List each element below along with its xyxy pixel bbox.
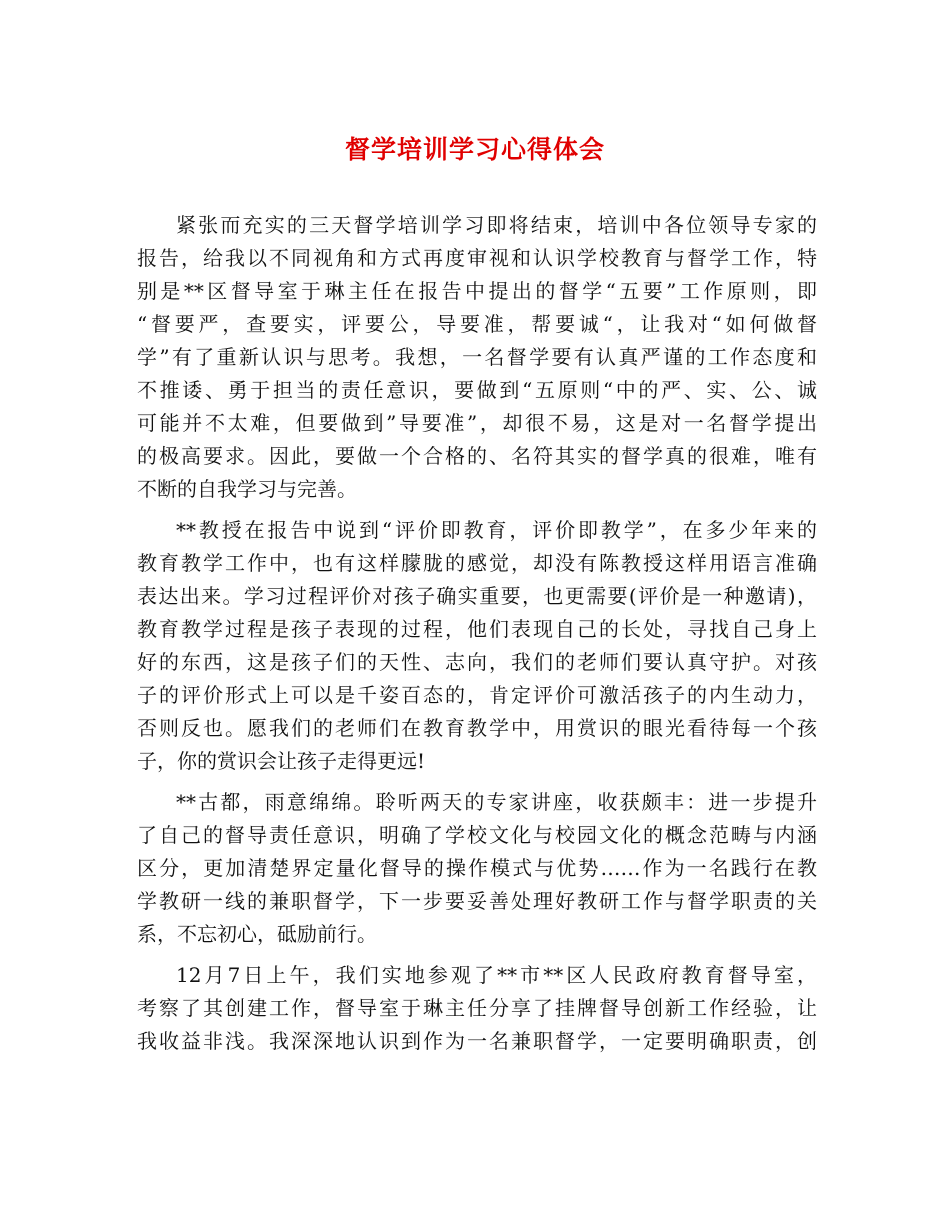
body-line: 报告，给我以不同视角和方式再度审视和认识学校教育与督学工作，特 [137, 246, 817, 270]
body-line: 可能并不太难，但要做到”导要准”，却很不易，这是对一名督学提出 [137, 411, 817, 435]
body-line: 12月7日上午，我们实地参观了**市**区人民政府教育督导室， [176, 963, 817, 987]
body-line: “督要严，查要实，评要公，导要准，帮要诚“，让我对“如何做督 [137, 312, 817, 336]
body-line: 好的东西，这是孩子们的天性、志向，我们的老师们要认真守护。对孩 [137, 650, 817, 674]
body-line: 学”有了重新认识与思考。我想，一名督学要有认真严谨的工作态度和 [137, 345, 817, 369]
body-line: 的极高要求。因此，要做一个合格的、名符其实的督学真的很难，唯有 [137, 444, 817, 468]
body-line: **教授在报告中说到“评价即教育，评价即教学”，在多少年来的 [176, 518, 817, 542]
body-line: **古都，雨意绵绵。聆听两天的专家讲座，收获颇丰：进一步提升 [176, 790, 817, 814]
body-line: 我收益非浅。我深深地认识到作为一名兼职督学，一定要明确职责，创 [137, 1029, 817, 1053]
body-line: 紧张而充实的三天督学培训学习即将结束，培训中各位领导专家的 [176, 213, 817, 237]
body-line: 否则反也。愿我们的老师们在教育教学中，用赏识的眼光看待每一个孩 [137, 716, 817, 740]
body-line: 教育教学过程是孩子表现的过程，他们表现自己的长处，寻找自己身上 [137, 617, 817, 641]
body-line: 区分，更加清楚界定量化督导的操作模式与优势……作为一名践行在教 [137, 856, 817, 880]
body-line: 教育教学工作中，也有这样朦胧的感觉，却没有陈教授这样用语言准确 [137, 551, 817, 575]
document-title: 督学培训学习心得体会 [344, 135, 605, 164]
body-line: 不断的自我学习与完善。 [137, 477, 357, 501]
body-line: 不推诿、勇于担当的责任意识，要做到“五原则“中的严、实、公、诚 [137, 378, 817, 402]
body-line: 了自己的督导责任意识，明确了学校文化与校园文化的概念范畴与内涵 [137, 823, 817, 847]
body-line: 学教研一线的兼职督学，下一步要妥善处理好教研工作与督学职责的关 [137, 889, 817, 913]
body-line: 子，你的赏识会让孩子走得更远! [137, 749, 426, 773]
body-line: 考察了其创建工作，督导室于琳主任分享了挂牌督导创新工作经验，让 [137, 996, 817, 1020]
body-line: 子的评价形式上可以是千姿百态的，肯定评价可激活孩子的内生动力， [137, 683, 817, 707]
body-line: 表达出来。学习过程评价对孩子确实重要，也更需要(评价是一种邀请)， [137, 584, 817, 608]
body-line: 别是**区督导室于琳主任在报告中提出的督学“五要”工作原则，即 [137, 279, 817, 303]
body-line: 系，不忘初心，砥励前行。 [137, 922, 377, 946]
